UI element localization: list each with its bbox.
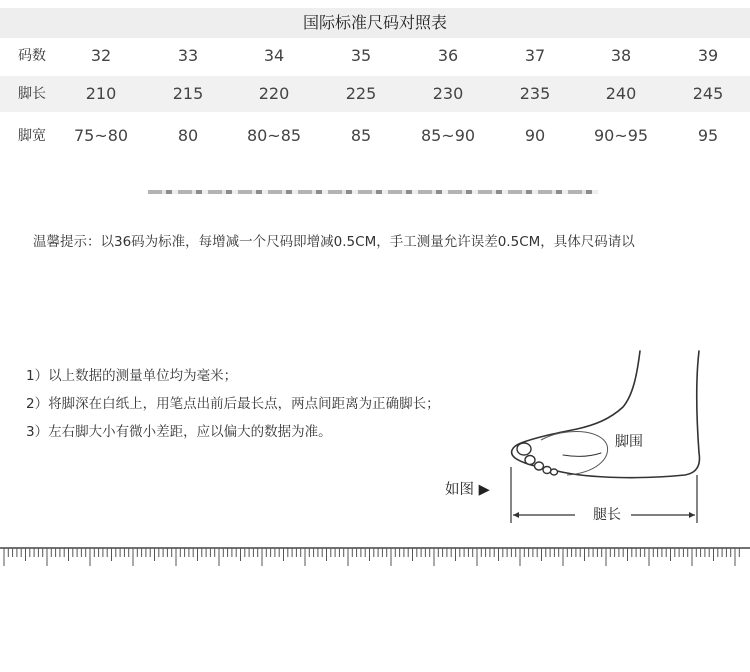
girth-label: 脚围 [615, 434, 643, 450]
size-cell: 90 [524, 126, 546, 145]
size-cell: 85~90 [420, 126, 476, 145]
toe-2-icon [525, 456, 535, 465]
size-cell: 37 [524, 46, 546, 65]
size-cell: 210 [85, 84, 117, 103]
size-cell: 215 [172, 84, 204, 103]
measurement-notes [26, 362, 440, 446]
size-cell: 36 [437, 46, 459, 65]
size-row [0, 76, 750, 112]
size-cell: 225 [345, 84, 377, 103]
divider-line [148, 190, 598, 194]
diagram-caption: 如图 ▶ [445, 482, 490, 498]
size-row [0, 38, 750, 74]
size-cell: 235 [519, 84, 551, 103]
size-cell: 33 [177, 46, 199, 65]
row-label: 脚宽 [18, 128, 46, 144]
size-cell: 35 [350, 46, 372, 65]
foot-diagram [505, 345, 715, 525]
size-cell: 75~80 [73, 126, 129, 145]
note-3: 3）左右脚大小有微小差距，应以偏大的数据为准。 [26, 424, 332, 440]
measuring-ruler [0, 542, 750, 568]
row-label: 脚长 [18, 86, 46, 102]
size-cell: 95 [697, 126, 719, 145]
toe-5-icon [551, 469, 558, 475]
toe-3-icon [535, 462, 544, 470]
size-cell: 80~85 [246, 126, 302, 145]
toe-4-icon [543, 467, 551, 474]
measurement-tip: 温馨提示：以36码为标准，每增减一个尺码即增减0.5CM，手工测量允许误差0.5CM，具体尺码请以 [33, 234, 635, 250]
row-label: 码数 [18, 48, 46, 64]
size-cell: 230 [432, 84, 464, 103]
note-1: 1）以上数据的测量单位均为毫米； [26, 368, 238, 384]
size-cell: 39 [697, 46, 719, 65]
size-chart-title: 国际标准尺码对照表 [0, 8, 750, 38]
size-cell: 85 [350, 126, 372, 145]
toe-shadow [563, 453, 601, 456]
foot-outline [512, 351, 700, 478]
length-label: 腿长 [593, 507, 621, 523]
size-cell: 32 [90, 46, 112, 65]
size-cell: 34 [263, 46, 285, 65]
size-cell: 38 [610, 46, 632, 65]
size-cell: 90~95 [593, 126, 649, 145]
size-cell: 245 [692, 84, 724, 103]
note-2: 2）将脚深在白纸上，用笔点出前后最长点，两点间距离为正确脚长； [26, 396, 440, 412]
size-row [0, 118, 750, 154]
big-toe-icon [517, 443, 531, 455]
size-cell: 240 [605, 84, 637, 103]
size-cell: 220 [258, 84, 290, 103]
size-cell: 80 [177, 126, 199, 145]
